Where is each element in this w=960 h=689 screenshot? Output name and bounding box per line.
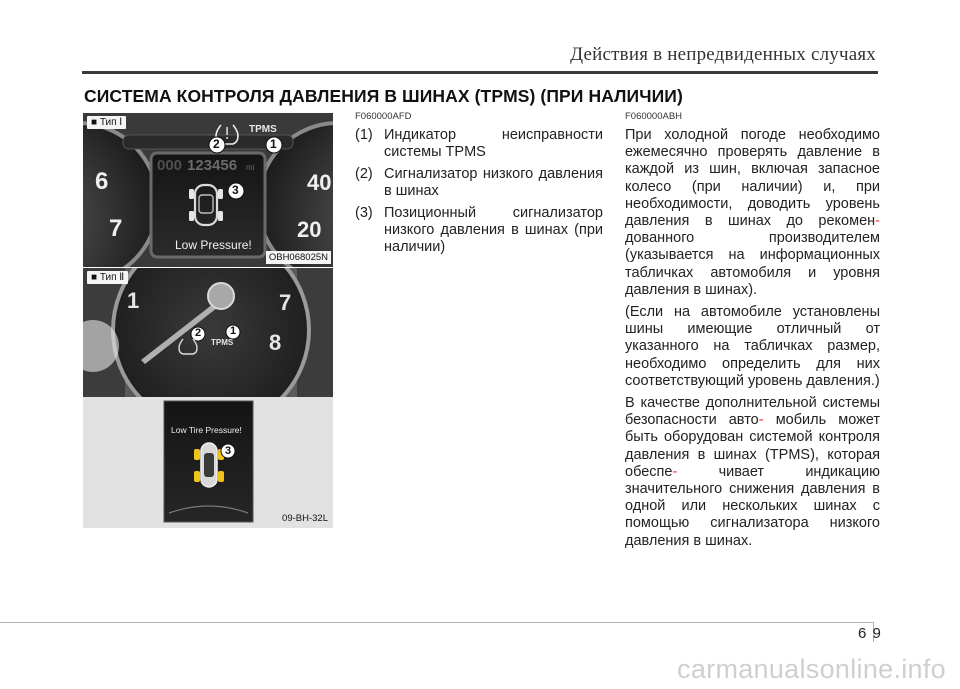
figure-type2-cluster: [83, 268, 333, 397]
type2-num-8: 8: [269, 330, 282, 355]
figure-type1: [83, 113, 333, 267]
type2-num-1: 1: [127, 288, 140, 313]
body-code: F060000ABH: [625, 111, 683, 122]
hyphen-mark: -: [672, 463, 678, 480]
figure-type2-display: [83, 397, 333, 528]
paragraph-3-part-b: мобиль может быть оборудован системой контроля давления в шинах (TPMS), которая обеспе: [625, 412, 881, 480]
legend-item-3: [355, 205, 603, 256]
paragraph-2: (Если на автомобиле установлены шины имеющие отличный от указанного на табличках размер, необходимо определить для них соответствующий уровень давления.): [625, 304, 880, 389]
type2-label: ■ Тип Ⅱ: [87, 271, 128, 284]
type2-callout-2: 2: [195, 327, 202, 339]
hyphen-mark: -: [758, 412, 764, 429]
type2-callout-3: 3: [225, 445, 232, 457]
paragraph-3: [625, 395, 880, 550]
legend-code: F060000AFD: [355, 111, 412, 122]
type1-odometer-unit: mi: [246, 163, 255, 172]
type2-callout-1: 1: [230, 325, 237, 337]
body-text-column: [625, 111, 880, 555]
type1-label: ■ Тип Ⅰ: [87, 116, 126, 129]
type2-image-code: 09-BH-32L: [282, 513, 328, 524]
paragraph-3-part-c: чивает индикацию значительного снижения давления в одной или нескольких шинах с помощью сигнализатора низкого давления в шинах.: [625, 463, 880, 549]
legend-item-2: [355, 166, 603, 200]
paragraph-1-part-a: При холодной погоде необходимо ежемесячно проверять давление в каждой из шин, включая запасное колесо (при наличии) и, при необходимости, доводить уровень давления в шинах до рекомен: [625, 127, 880, 230]
chapter-title: Действия в непредвиденных случаях: [570, 44, 876, 65]
legend-item-text: Сигнализатор низкого давления в шинах: [384, 166, 603, 199]
hyphen-mark: -: [875, 213, 880, 230]
type1-message: Low Pressure!: [175, 238, 252, 252]
legend-item-text: Позиционный сигнализатор низкого давления в шинах (при наличии): [384, 205, 603, 255]
legend-item-number: (1): [355, 127, 373, 143]
type1-odometer-prefix: 000: [157, 157, 183, 174]
legend-item-1: [355, 127, 603, 161]
section-title: СИСТЕМА КОНТРОЛЯ ДАВЛЕНИЯ В ШИНАХ (TPMS) (ПРИ НАЛИЧИИ): [84, 86, 683, 106]
type1-num-7: 7: [109, 215, 123, 242]
page-number: 6 9: [858, 625, 882, 642]
type1-odometer: 123456: [187, 157, 238, 174]
type2-message: Low Tire Pressure!: [171, 425, 242, 435]
header-rule: [82, 71, 878, 74]
type1-num-6: 6: [95, 168, 109, 195]
type1-image-code: OBH068025N: [266, 251, 331, 264]
legend-item-text: Индикатор неисправности системы TPMS: [384, 127, 603, 160]
legend-item-number: (3): [355, 205, 373, 221]
legend-item-number: (2): [355, 166, 373, 182]
type1-tpms-text: TPMS: [249, 124, 277, 135]
type2-num-7: 7: [279, 290, 292, 315]
paragraph-3-part-a: В качестве дополнительной системы безопасности авто: [625, 395, 880, 429]
callout-1: 1: [270, 137, 277, 151]
watermark: carmanualsonline.info: [677, 654, 946, 684]
footer-rule: [0, 622, 873, 623]
legend-column: [355, 111, 603, 261]
callout-3: 3: [232, 183, 239, 197]
type2-cluster-illustration: [83, 268, 333, 397]
paragraph-1-part-b: дованного производителем (указывается на информационных табличках автомобиля и уровня давления в шинах).: [625, 230, 880, 298]
type2-tpms-text: TPMS: [211, 338, 234, 347]
type1-num-20: 20: [297, 217, 322, 242]
callout-2: 2: [213, 137, 220, 151]
paragraph-1: [625, 127, 880, 299]
type1-num-40: 40: [307, 170, 332, 195]
type2-display-illustration: [83, 397, 333, 528]
